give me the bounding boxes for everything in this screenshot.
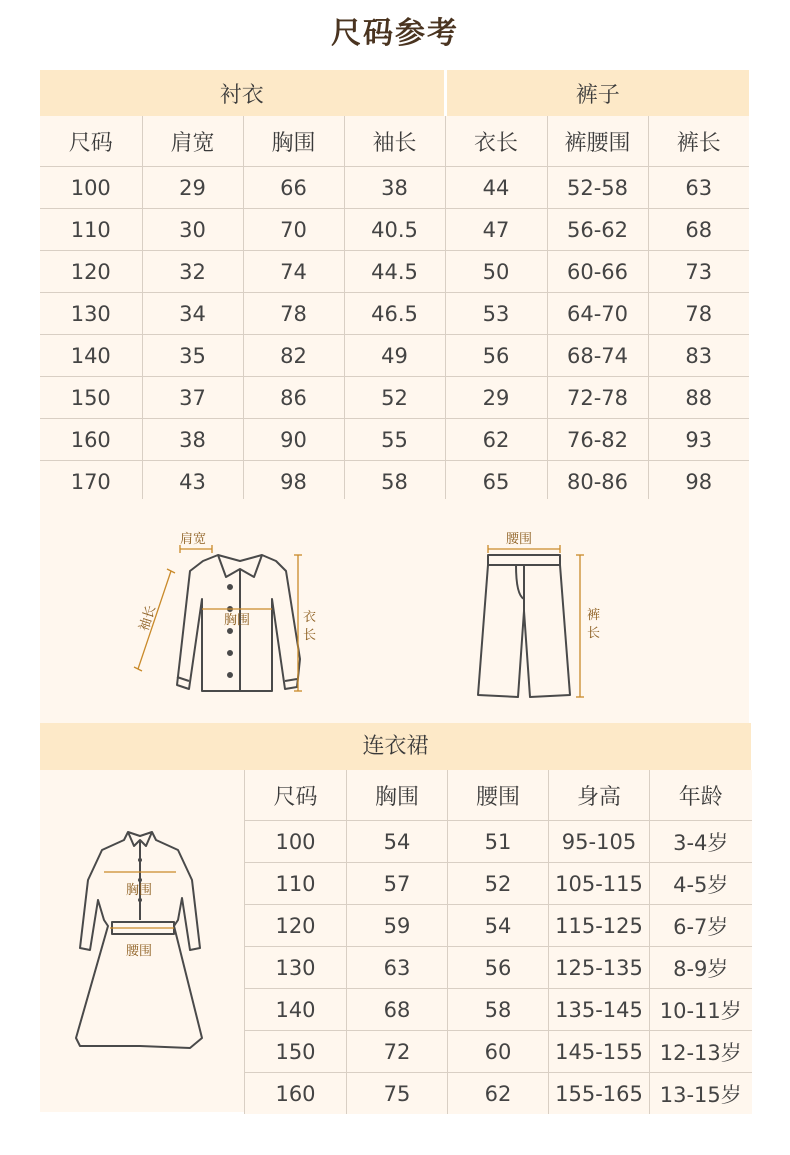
table-cell: 8-9岁 bbox=[650, 947, 752, 989]
dress-size-table bbox=[244, 770, 752, 1114]
table-cell: 65 bbox=[445, 461, 547, 503]
table-cell: 83 bbox=[648, 335, 749, 377]
table-cell: 10-11岁 bbox=[650, 989, 752, 1031]
table-row bbox=[245, 905, 752, 947]
table-cell: 160 bbox=[40, 419, 142, 461]
table-row bbox=[40, 251, 749, 293]
table-cell: 80-86 bbox=[547, 461, 648, 503]
shirt-pants-size-table bbox=[40, 70, 749, 503]
table-cell: 72 bbox=[347, 1031, 448, 1073]
table-cell: 160 bbox=[245, 1073, 347, 1115]
table-cell: 6-7岁 bbox=[650, 905, 752, 947]
table-cell: 150 bbox=[245, 1031, 347, 1073]
table-row bbox=[245, 821, 752, 863]
shirt-group-header: 衬衣 bbox=[40, 70, 445, 116]
waist-label: 腰围 bbox=[506, 532, 533, 547]
table-row bbox=[245, 1031, 752, 1073]
shirt-length-label-top: 衣 bbox=[303, 610, 317, 625]
table-cell: 29 bbox=[445, 377, 547, 419]
table-cell: 140 bbox=[40, 335, 142, 377]
table-cell: 72-78 bbox=[547, 377, 648, 419]
pants-length-label-top: 裤 bbox=[587, 608, 601, 623]
table-cell: 56-62 bbox=[547, 209, 648, 251]
table-cell: 52 bbox=[448, 863, 549, 905]
table-cell: 68-74 bbox=[547, 335, 648, 377]
table-cell: 38 bbox=[142, 419, 243, 461]
table-cell: 145-155 bbox=[549, 1031, 650, 1073]
table-cell: 93 bbox=[648, 419, 749, 461]
page-title: 尺码参考 bbox=[331, 16, 459, 51]
table-cell: 64-70 bbox=[547, 293, 648, 335]
table-cell: 100 bbox=[245, 821, 347, 863]
table-cell: 57 bbox=[347, 863, 448, 905]
shirt-pants-column-header-4: 衣长 bbox=[445, 116, 547, 167]
table-cell: 40.5 bbox=[344, 209, 445, 251]
table-row bbox=[40, 377, 749, 419]
table-cell: 34 bbox=[142, 293, 243, 335]
table-row bbox=[245, 947, 752, 989]
dress-section-title: 连衣裙 bbox=[40, 723, 751, 770]
table-cell: 86 bbox=[243, 377, 344, 419]
dress-illustration-panel bbox=[40, 770, 244, 1112]
dress-column-header-2: 腰围 bbox=[448, 770, 549, 821]
table-cell: 110 bbox=[245, 863, 347, 905]
pants-length-label-bottom: 长 bbox=[587, 626, 601, 641]
table-cell: 3-4岁 bbox=[650, 821, 752, 863]
table-cell: 49 bbox=[344, 335, 445, 377]
table-cell: 73 bbox=[648, 251, 749, 293]
table-row bbox=[40, 335, 749, 377]
table-cell: 37 bbox=[142, 377, 243, 419]
table-cell: 75 bbox=[347, 1073, 448, 1115]
dress-column-header-3: 身高 bbox=[549, 770, 650, 821]
table-cell: 58 bbox=[448, 989, 549, 1031]
table-cell: 125-135 bbox=[549, 947, 650, 989]
dress-column-header-1: 胸围 bbox=[347, 770, 448, 821]
table-cell: 98 bbox=[243, 461, 344, 503]
table-cell: 120 bbox=[40, 251, 142, 293]
table-row bbox=[40, 293, 749, 335]
measurement-illustration-panel bbox=[40, 499, 749, 723]
table-cell: 30 bbox=[142, 209, 243, 251]
table-cell: 68 bbox=[648, 209, 749, 251]
table-cell: 63 bbox=[347, 947, 448, 989]
table-cell: 90 bbox=[243, 419, 344, 461]
table-cell: 4-5岁 bbox=[650, 863, 752, 905]
table-cell: 76-82 bbox=[547, 419, 648, 461]
shirt-pants-column-header-1: 肩宽 bbox=[142, 116, 243, 167]
table-cell: 32 bbox=[142, 251, 243, 293]
table-cell: 54 bbox=[347, 821, 448, 863]
shirt-pants-column-header-3: 袖长 bbox=[344, 116, 445, 167]
table-cell: 62 bbox=[448, 1073, 549, 1115]
table-cell: 59 bbox=[347, 905, 448, 947]
table-cell: 54 bbox=[448, 905, 549, 947]
table-cell: 43 bbox=[142, 461, 243, 503]
table-cell: 140 bbox=[245, 989, 347, 1031]
pants-measure-lines bbox=[488, 545, 584, 697]
table-cell: 155-165 bbox=[549, 1073, 650, 1115]
table-cell: 66 bbox=[243, 167, 344, 209]
table-cell: 63 bbox=[648, 167, 749, 209]
table-cell: 82 bbox=[243, 335, 344, 377]
table-cell: 62 bbox=[445, 419, 547, 461]
table-cell: 78 bbox=[648, 293, 749, 335]
table-cell: 13-15岁 bbox=[650, 1073, 752, 1115]
table-row bbox=[40, 461, 749, 503]
shirt-length-label-bottom: 长 bbox=[303, 628, 317, 643]
shirt-pants-column-header-2: 胸围 bbox=[243, 116, 344, 167]
table-cell: 110 bbox=[40, 209, 142, 251]
table-cell: 56 bbox=[448, 947, 549, 989]
table-cell: 74 bbox=[243, 251, 344, 293]
table-row bbox=[245, 989, 752, 1031]
table-cell: 35 bbox=[142, 335, 243, 377]
table-cell: 50 bbox=[445, 251, 547, 293]
table-cell: 47 bbox=[445, 209, 547, 251]
table-cell: 44.5 bbox=[344, 251, 445, 293]
table-cell: 98 bbox=[648, 461, 749, 503]
table-cell: 68 bbox=[347, 989, 448, 1031]
table-row bbox=[40, 419, 749, 461]
measurement-diagram bbox=[40, 499, 749, 723]
table-row bbox=[40, 167, 749, 209]
shirt-pants-column-header-0: 尺码 bbox=[40, 116, 142, 167]
dress-column-header-4: 年龄 bbox=[650, 770, 752, 821]
table-cell: 58 bbox=[344, 461, 445, 503]
shirt-pants-column-header-5: 裤腰围 bbox=[547, 116, 648, 167]
dress-illustration bbox=[40, 770, 244, 1112]
table-cell: 52 bbox=[344, 377, 445, 419]
dress-column-header-0: 尺码 bbox=[245, 770, 347, 821]
table-cell: 46.5 bbox=[344, 293, 445, 335]
table-cell: 130 bbox=[245, 947, 347, 989]
chest-label: 胸围 bbox=[224, 613, 251, 628]
table-cell: 52-58 bbox=[547, 167, 648, 209]
table-cell: 55 bbox=[344, 419, 445, 461]
table-cell: 95-105 bbox=[549, 821, 650, 863]
table-cell: 135-145 bbox=[549, 989, 650, 1031]
table-cell: 60-66 bbox=[547, 251, 648, 293]
table-cell: 115-125 bbox=[549, 905, 650, 947]
sleeve-length-label: 袖长 bbox=[136, 603, 160, 634]
table-cell: 44 bbox=[445, 167, 547, 209]
table-cell: 120 bbox=[245, 905, 347, 947]
table-cell: 29 bbox=[142, 167, 243, 209]
shoulder-width-label: 肩宽 bbox=[180, 532, 207, 547]
table-cell: 12-13岁 bbox=[650, 1031, 752, 1073]
table-cell: 100 bbox=[40, 167, 142, 209]
table-cell: 60 bbox=[448, 1031, 549, 1073]
shirt-pants-column-header-6: 裤长 bbox=[648, 116, 749, 167]
table-cell: 38 bbox=[344, 167, 445, 209]
table-cell: 78 bbox=[243, 293, 344, 335]
pants-group-header: 裤子 bbox=[445, 70, 749, 116]
table-cell: 51 bbox=[448, 821, 549, 863]
pants-illustration bbox=[478, 555, 570, 697]
shirt-measure-lines bbox=[134, 545, 302, 691]
dress-waist-label: 腰围 bbox=[126, 944, 153, 959]
table-row bbox=[245, 1073, 752, 1115]
table-cell: 130 bbox=[40, 293, 142, 335]
table-cell: 53 bbox=[445, 293, 547, 335]
dress-chest-label: 胸围 bbox=[126, 883, 153, 898]
table-row bbox=[245, 863, 752, 905]
table-cell: 170 bbox=[40, 461, 142, 503]
table-cell: 105-115 bbox=[549, 863, 650, 905]
table-cell: 70 bbox=[243, 209, 344, 251]
table-row bbox=[40, 209, 749, 251]
table-cell: 150 bbox=[40, 377, 142, 419]
table-cell: 56 bbox=[445, 335, 547, 377]
table-cell: 88 bbox=[648, 377, 749, 419]
